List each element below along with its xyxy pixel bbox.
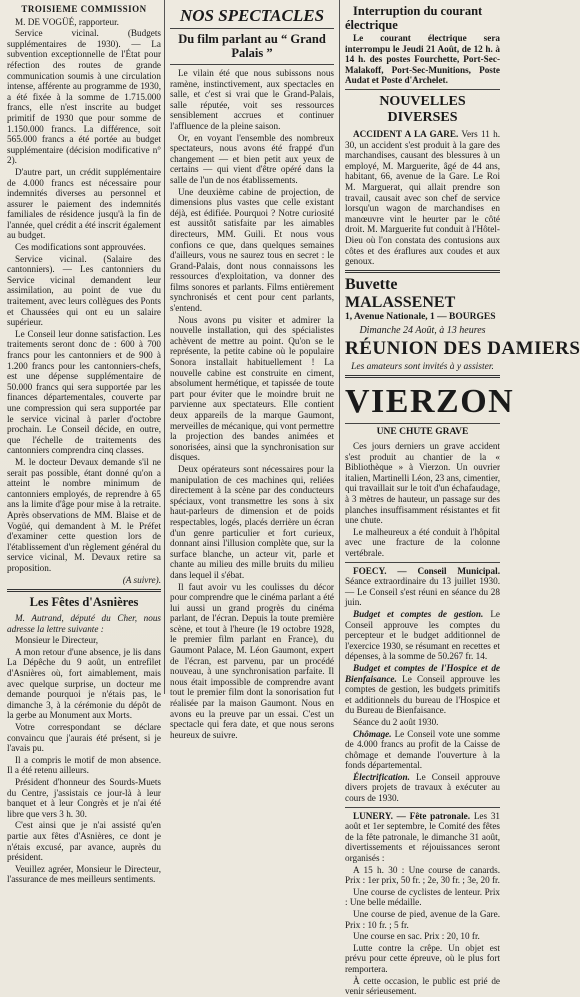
section-title: NOUVELLES DIVERSES bbox=[379, 93, 466, 125]
list-item: Une course de pied, avenue de la Gare. Prix : 10 fr. ; 5 fr. bbox=[345, 909, 500, 930]
ad-title: Buvette MALASSENET bbox=[345, 275, 456, 311]
subheading: Budget et comptes de gestion. bbox=[353, 608, 484, 619]
paragraph: Deux opérateurs sont nécessaires pour la manipulation de ces machines qui, reliées directement à la scène par des conducteurs spéciaux, vont transmettre les sons à six haut-parleurs de dimension et de poids respectables, logés, placés derrière un écran d'un genre particulier et fort curieux, donnant ainsi l'illusion complète que, sur la surface blanche, un acteur vit, parle et chante au milieu des mille bruits du milieu dans lequel il s'ébat. bbox=[170, 463, 334, 580]
divider bbox=[345, 562, 500, 563]
column-rule bbox=[164, 0, 165, 694]
left-column bbox=[3, 0, 163, 885]
paragraph: Le Conseil approuve les comptes du percepteur et le budget additionnel de l'exercice 1930, se résumant en recettes et dépenses, à la somme de 50.267 fr. 14. bbox=[345, 608, 501, 662]
list-item: Lutte contre la crêpe. Un objet est prévu pour cette épreuve, où le plus fort remportera. bbox=[345, 942, 500, 974]
paragraph: Le courant électrique sera interrompu le Jeudi 21 Août, de 12 h. à 14 h. des postes Fourchette, Port-Sec-Malakoff, Port-Sec-Munitions, Poste Audat et Poste d'Archelet. bbox=[345, 33, 500, 86]
to-be-continued: (A suivre). bbox=[122, 575, 161, 586]
list-item: Une course de cyclistes de lenteur. Prix : Une belle médaille. bbox=[345, 886, 500, 908]
paragraph: Or, en voyant l'ensemble des nombreux spectateurs, nous avons été frappé d'un changement — et bien petit aux yeux de certains — qui vient d'être opéré dans la salle de l'un de nos établissements. bbox=[170, 132, 334, 185]
subheading: Chômage. bbox=[353, 728, 392, 739]
paragraph: M. le docteur Devaux demande s'il ne serait pas possible, étant donné qu'on a atteint le nombre minimum de cantonniers employés, de reprendre à 65 ans la limite d'âge pour mise à la retraite. Après observations de MM. Blaise et de Vogüé, qui demandent à M. le Préfet d'examiner cette question lors de l'établissement d'un règlement général du service vicinal, M. Devaux retire sa proposition. bbox=[7, 456, 161, 573]
paragraph: Il faut avoir vu les coulisses du décor pour comprendre que le cinéma parlant a été lui aussi un grand progrès du cinéma parlant, de l'écran. Depuis la toute première scène, et tout à l'heure (le 19 octobre 1928, le premier film parlant en France), du Gaumont Palace, M. Léon Gaumont, expert de l'écran, est parvenu, par un procédé nouveau, à une synchronisation parfaite. Il nous était impossible de comprendre avant tout le premier film dont la sonorisation fut réalisée par la maison Gaumont. Nous en avons eu la preuve par un essai. C'est un spectacle qui fera date, et que nous serons heureux de suivre. bbox=[170, 581, 334, 740]
paragraph: D'autre part, un crédit supplémentaire de 4.000 francs est nécessaire pour indemnités diverses au personnel et assurer le paiement des indemnités familiales de résidence jusqu'à la fin de l'année, quel crédit a été inscrit également au budget. bbox=[7, 166, 161, 241]
ad-headline: RÉUNION DES DAMIERS bbox=[345, 337, 580, 359]
paragraph: Service vicinal. (Budgets supplémentaires de 1930). — La subvention exceptionnelle de l'État pour réfection des routes de grande communication soumis à une circulation intense, afférente au programme de 1930, a été fixée à la somme de 1.715.000 francs, elle n'est inscrite au budget primitif de 1930 que pour somme de 1.150.000 francs. La différence, soit 565.000 francs a été portée au budget supplémentaire (décision modificative n° 2). bbox=[7, 28, 161, 166]
paragraph: Le malheureux a été conduit à l'hôpital avec une fracture de la colonne vertébrale. bbox=[345, 526, 500, 558]
article-lead: M. Autrand, député du Cher, nous adresse la lettre suivante : bbox=[7, 613, 161, 634]
divider bbox=[345, 270, 500, 273]
divider bbox=[345, 807, 500, 808]
subheading: Budget et comptes de l'Hospice et de Bienfaisance. bbox=[345, 662, 500, 684]
ad-date: Dimanche 24 Août, à 13 heures bbox=[359, 325, 486, 337]
article-title: Du film parlant au “ Grand Palais ” bbox=[178, 32, 326, 60]
paragraph: Le Conseil approuve les comptes de gestion, les budgets primitifs et additionnels du bureau de l'Hospice et du Bureau de Bienfaisance. bbox=[345, 673, 501, 716]
divider bbox=[7, 589, 161, 592]
list-item: A 15 h. 30 : Une course de canards. Prix : 1er prix, 50 fr. ; 2e, 30 fr. ; 3e, 20 fr. bbox=[345, 864, 500, 886]
paragraph: Le Conseil leur donne satisfaction. Les traitements seront donc de : 600 à 700 francs pour les cantonniers et de 900 à 1.200 francs pour les cantonniers-chefs, est une dépense supplémentaire de 50.000 francs qui sera supportée par les finances départementales, couverte par une compression qui sera supportée par le service vicinal à parler d'octobre prochain. Le Conseil décide, en outre, que l'échelle de traitements des cantonniers comprendra cinq classes. bbox=[7, 328, 161, 456]
middle-column bbox=[166, 0, 338, 740]
paragraph: Il a compris le motif de mon absence. Il a été retenu ailleurs. bbox=[7, 754, 161, 776]
list-item: À cette occasion, le public est prié de venir sérieusement. bbox=[345, 975, 500, 997]
paragraph: Séance extraordinaire du 13 juillet 1930. — Le Conseil s'est réuni en séance du 28 juin. bbox=[345, 576, 500, 608]
paragraph: Le Conseil approuve divers projets de travaux à exécuter au cours de 1930. bbox=[345, 771, 500, 804]
paragraph: Service vicinal. (Salaire des cantonniers). — Les cantonniers du Service vicinal demandent leur assimilation, au point de vue du traitement, avec leurs collègues des Ponts et Chaussées qui ont eu un salaire supérieur. bbox=[7, 253, 161, 328]
paragraph: A mon retour d'une absence, je lis dans La Dépêche du 9 août, un entrefilet d'Asnières où, fort aimablement, mais avec quelque surprise, un docteur me demande pourquoi je n'étais pas, le dimanche 3, à la cérémonie du dépôt de la gerbe au Monument aux Morts. bbox=[7, 646, 161, 721]
divider bbox=[345, 423, 500, 424]
paragraph: Veuillez agréer, Monsieur le Directeur, l'assurance de mes meilleurs sentiments. bbox=[7, 863, 161, 885]
divider bbox=[345, 89, 500, 90]
subheading: LUNERY. — Fête patronale. bbox=[353, 810, 471, 821]
subheading: FOECY. — Conseil Municipal. bbox=[353, 565, 500, 576]
paragraph: Une deuxième cabine de projection, de dimensions plus vastes que celle existant déjà, est édifiée. Pourquoi ? Notre curiosité est aussitôt satisfaite par les aimables directeurs, MM. Guili. Et nous vous confions ce que, dans quelques semaines d'ailleurs, vous ne saurez tous en secret : le Grand-Palais, dont nous connaissons les ressources d'exploitation, va donner des films sonores et parlants. Films entièrement synchronisés et cent pour cent parlants, s'entend. bbox=[170, 186, 334, 314]
divider bbox=[170, 64, 334, 65]
paragraph: C'est ainsi que je n'ai assisté qu'en partie aux fêtes d'Asnières, ce dont je n'étais excusé, par avance, auprès du président. bbox=[7, 820, 161, 863]
subheading: Électrification. bbox=[353, 771, 410, 782]
article-title: Les Fêtes d'Asnières bbox=[29, 595, 139, 610]
paragraph: Ces jours derniers un grave accident s'est produit au chantier de la « Bibliothèque » à Vierzon. Un ouvrier italien, Martinelli Léon, 23 ans, cimentier, qui travaillait sur le toit d'un échafaudage, à 3 mètres de hauteur, un passage sur des planches insuffisamment résistantes et fit une chute. bbox=[345, 441, 501, 526]
paragraph: Le vilain été que nous subissons nous ramène, instinctivement, aux spectacles en salle, et c'est si vrai que le Grand-Palais, salle réputée, voit ses ressources sensiblement accrues et continuer l'affluence de la pleine saison. bbox=[170, 68, 334, 131]
paragraph: Vers 11 h. 30, un accident s'est produit à la gare des marchandises, causant des blessures à un employé, M. Marguerite, âgé de 44 ans, habitant, 66, avenue de la Gare. Le Roi M. Marguerat, qui allait prendre son travail, causait avec son chef de service lorsqu'un wagon de marchandises en manœuvre vint le heurter par le côté droit. M. Marguerite fut conduit à l'Hôtel-Dieu où l'on constata des contusions aux côtes et des éraflures aux coudes et aux genoux. bbox=[345, 128, 500, 267]
right-column bbox=[341, 0, 580, 997]
paragraph: M. DE VOGÜÉ, rapporteur. bbox=[15, 16, 119, 27]
divider bbox=[345, 375, 500, 378]
column-rule bbox=[339, 0, 340, 694]
subheading: ACCIDENT A LA GARE. bbox=[353, 128, 459, 139]
town-heading: VIERZON bbox=[345, 383, 515, 421]
section-title: TROISIEME COMMISSION bbox=[21, 4, 147, 14]
subheading: UNE CHUTE GRAVE bbox=[376, 427, 469, 438]
paragraph: Le Conseil vote une somme de 4.000 francs au profit de la Caisse de chômage et demande l'ouverture à la fonds départemental. bbox=[345, 728, 500, 771]
ad-note: Les amateurs sont invités à y assister. bbox=[351, 361, 494, 372]
paragraph: Monsieur le Directeur, bbox=[15, 635, 99, 646]
ad-address: 1, Avenue Nationale, 1 — BOURGES bbox=[345, 311, 496, 322]
paragraph: Les 31 août et 1er septembre, le Comité des fêtes de la fête patronale, le dimanche 31 août, divertissements et réjouissances seront organisés : bbox=[345, 810, 501, 864]
paragraph: Président d'honneur des Sourds-Muets du Centre, j'assistais ce jour-là à leur banquet et à leur Congrès et je n'ai été libre que vers 3 h. 30. bbox=[7, 776, 161, 819]
divider bbox=[170, 28, 334, 29]
paragraph: Ces modifications sont approuvées. bbox=[15, 242, 146, 253]
paragraph: Votre correspondant se déclare convaincu que j'aurais été présent, si je l'avais pu. bbox=[7, 722, 161, 754]
article-title: Interruption du courant électrique bbox=[345, 4, 483, 32]
section-title: NOS SPECTACLES bbox=[179, 6, 325, 25]
paragraph: Nous avons pu visiter et admirer la nouvelle installation, qui des spécialistes achèvent de mettre au point. Qu'on se le représente, la petite cabine où le populaire Sonora installait habituellement ! La nouvelle cabine est construite en ciment, absolument hermétique, et tapissée de toute part pour éviter que le moindre bruit ne parvienne aux spectateurs. Elle contient deux appareils de la marque Gaumont, merveilles de mécanique, qui vont permettre la projection des bandes animées et sonorisées, ainsi que la synchronisation sur disques. bbox=[170, 314, 334, 463]
list-item: Une course en sac. Prix : 20, 10 fr. bbox=[353, 931, 480, 942]
paragraph: Séance du 2 août 1930. bbox=[353, 716, 439, 727]
